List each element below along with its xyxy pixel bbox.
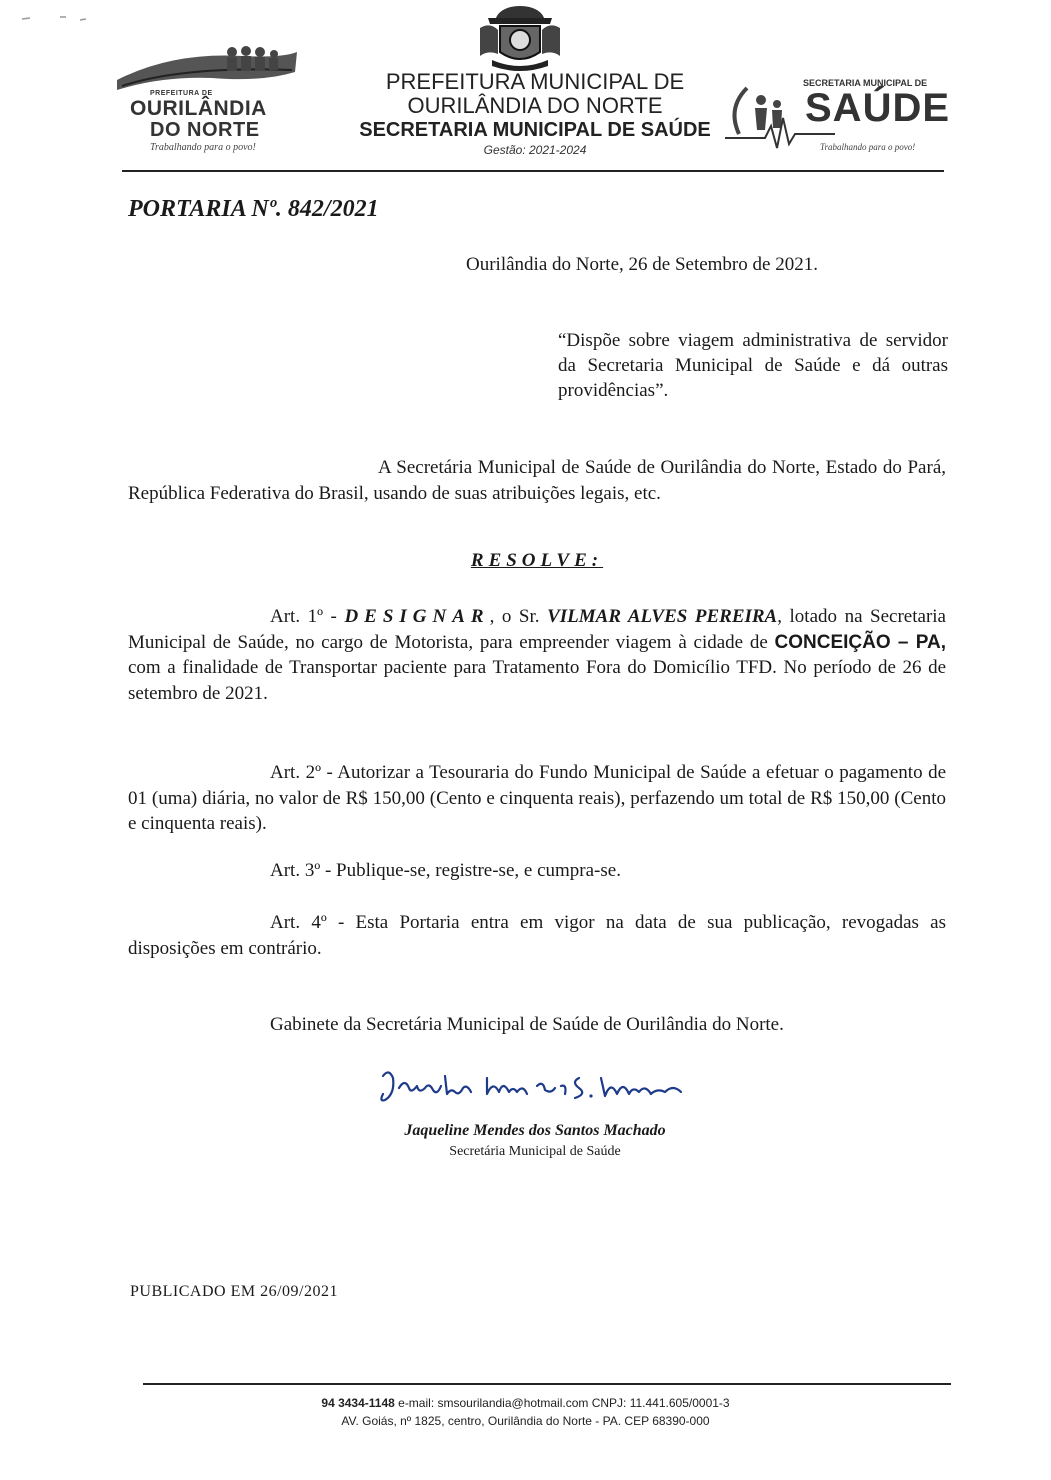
saude-logo (725, 70, 950, 165)
art1-verb: DESIGNAR (344, 606, 490, 627)
art4-text: Art. 4º - Esta Portaria entra em vigor na data de sua publicação, revogadas as disposições em contrário. (128, 912, 946, 959)
art1-rest: com a finalidade de Transportar paciente para Tratamento Fora do Domicílio TFD. No período de 26 de setembro de 2021. (128, 657, 946, 704)
logo-saude: SAÚDE (805, 86, 951, 130)
coat-of-arms-icon (476, 4, 564, 74)
published-date: PUBLICADO EM 26/09/2021 (130, 1283, 338, 1300)
art1-mid1: , o Sr. (489, 606, 548, 627)
people-banner-icon (112, 42, 302, 94)
gabinete-text: Gabinete da Secretária Municipal de Saúde de Ourilândia do Norte. (270, 1014, 784, 1035)
art1-prefix: Art. 1º - (270, 606, 345, 627)
prefeitura-logo (112, 42, 302, 152)
article-1 (128, 604, 946, 706)
portaria-number: PORTARIA Nº. 842/2021 (128, 196, 379, 222)
logo-secretaria-label: SECRETARIA MUNICIPAL DE (803, 78, 928, 88)
handwritten-signature (375, 1064, 695, 1112)
art2-text: Art. 2º - Autorizar a Tesouraria do Fundo Municipal de Saúde a efetuar o pagamento de 01 (uma) diária, no valor de R$ 150,00 (Cento e cinquenta reais), perfazendo um total de R$ 150,00 (Cento e cinquenta reais). (128, 762, 946, 834)
art1-name: VILMAR ALVES PEREIRA (547, 606, 778, 627)
footer-address: AV. Goiás, nº 1825, centro, Ourilândia do Norte - PA. CEP 68390-000 (341, 1414, 710, 1428)
footer-contact: e-mail: smsourilandia@hotmail.com CNPJ: 11.441.605/0001-3 (398, 1396, 730, 1410)
header-title-line2: OURILÂNDIA DO NORTE (407, 93, 663, 118)
logo-city-line2: DO NORTE (150, 119, 260, 141)
preamble-text: A Secretária Municipal de Saúde de Ourilândia do Norte, Estado do Pará, República Federativa do Brasil, usando de suas atribuições legais, etc. (128, 457, 946, 504)
logo-city-line1: OURILÂNDIA (130, 97, 267, 120)
signer-name: Jaqueline Mendes dos Santos Machado (404, 1122, 666, 1139)
header-title-line1: PREFEITURA MUNICIPAL DE (385, 69, 685, 94)
footer-contact-line (0, 1396, 1051, 1410)
header-title-block (330, 70, 740, 158)
logo-saude-slogan: Trabalhando para o povo! (820, 142, 916, 152)
logo-slogan: Trabalhando para o povo! (150, 142, 256, 153)
signer-role: Secretária Municipal de Saúde (449, 1144, 621, 1159)
article-3 (128, 858, 946, 884)
art3-text: Art. 3º - Publique-se, registre-se, e cumpra-se. (270, 860, 621, 881)
article-2 (128, 760, 946, 837)
art1-city: CONCEIÇÃO – PA, (774, 631, 946, 653)
logo-prefeitura-label: PREFEITURA DE (150, 90, 213, 97)
header-gestao: Gestão: 2021-2024 (483, 143, 587, 157)
gabinete-paragraph (128, 1012, 946, 1038)
footer-phone: 94 3434-1148 (321, 1396, 395, 1410)
date-line: Ourilândia do Norte, 26 de Setembro de 2021. (466, 254, 818, 275)
art1-mid2: , lotado na Secretaria Municipal de Saúde, no cargo de Motorista, para empreender viagem à cidade de (128, 606, 946, 653)
ementa: “Dispõe sobre viagem administrativa de servidor da Secretaria Municipal de Saúde e dá outras providências”. (558, 330, 948, 401)
footer-divider (143, 1383, 951, 1385)
header-title-line3: SECRETARIA MUNICIPAL DE SAÚDE (359, 119, 711, 141)
preamble-paragraph (128, 455, 946, 506)
resolve-heading: RESOLVE: (470, 550, 604, 571)
header-divider (122, 170, 944, 172)
article-4 (128, 910, 946, 961)
scan-artifact (20, 14, 90, 24)
